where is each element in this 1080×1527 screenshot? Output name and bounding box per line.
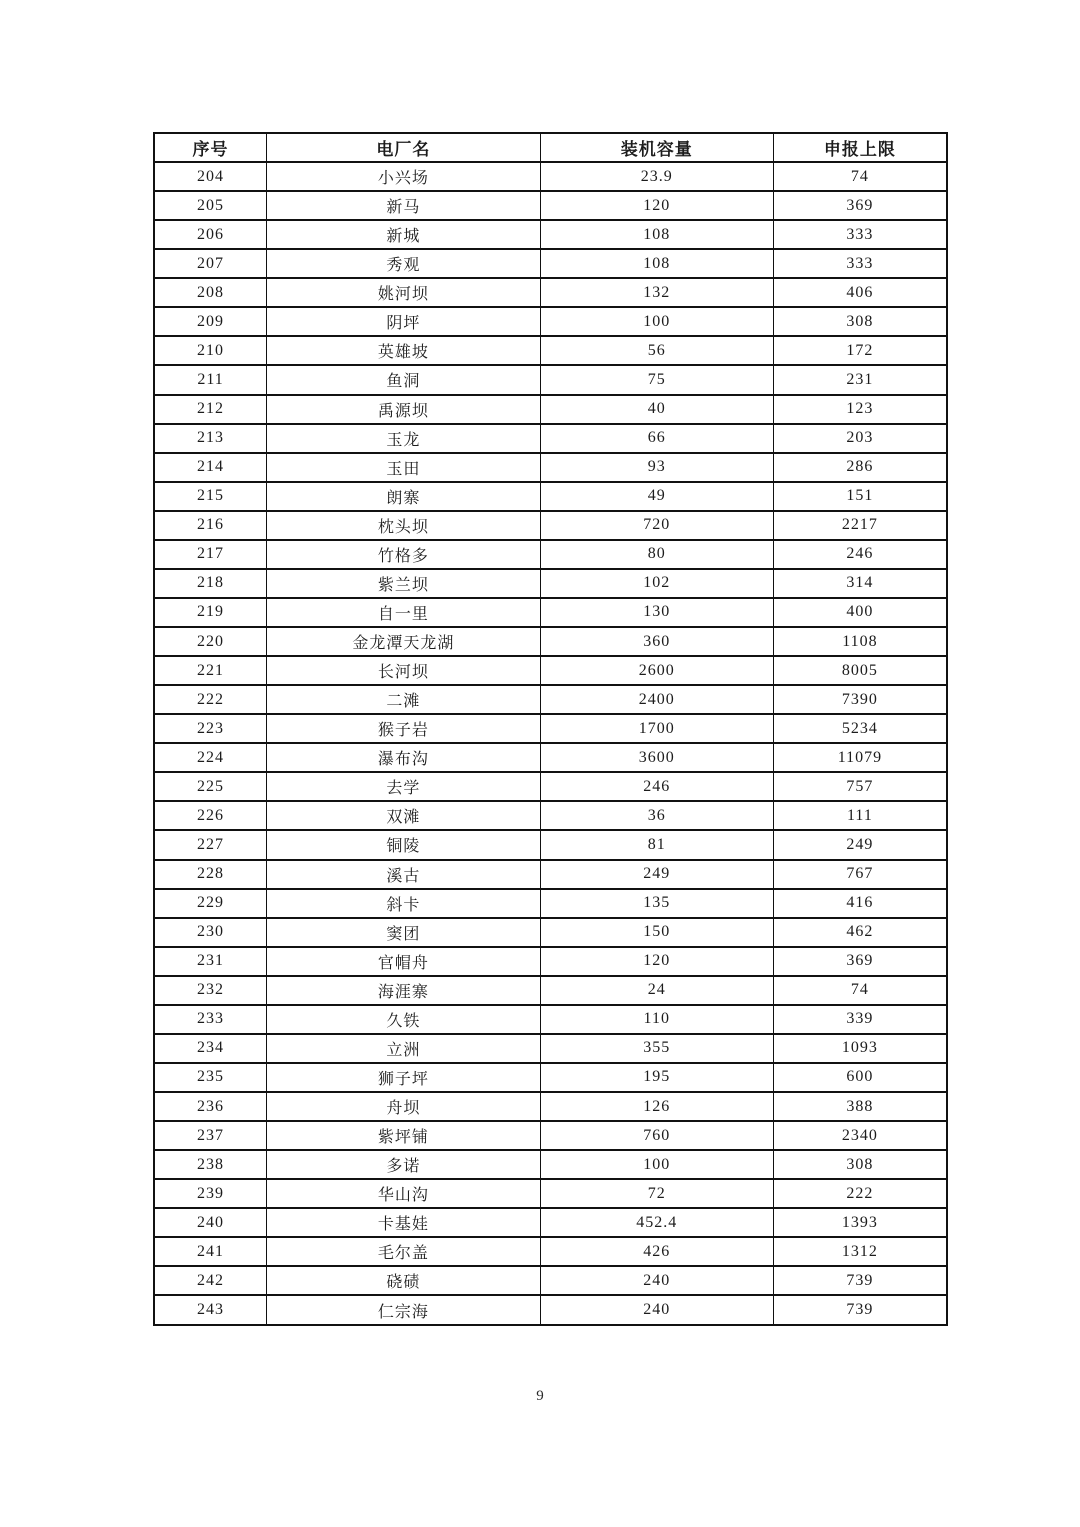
capacity-cell: 102 bbox=[540, 569, 773, 598]
plant-name-cell: 去学 bbox=[267, 772, 541, 801]
limit-cell: 7390 bbox=[773, 685, 947, 714]
capacity-cell: 100 bbox=[540, 1150, 773, 1179]
plant-name-cell: 猴子岩 bbox=[267, 714, 541, 743]
limit-cell: 400 bbox=[773, 598, 947, 627]
plant-name-cell: 久铁 bbox=[267, 1005, 541, 1034]
limit-cell: 308 bbox=[773, 307, 947, 336]
limit-cell: 739 bbox=[773, 1295, 947, 1325]
limit-cell: 1393 bbox=[773, 1208, 947, 1237]
plant-name-cell: 官帽舟 bbox=[267, 947, 541, 976]
capacity-cell: 81 bbox=[540, 830, 773, 859]
limit-cell: 462 bbox=[773, 918, 947, 947]
limit-cell: 249 bbox=[773, 830, 947, 859]
table-row bbox=[154, 1005, 947, 1034]
plant-name-cell: 仁宗海 bbox=[267, 1295, 541, 1325]
capacity-cell: 110 bbox=[540, 1005, 773, 1034]
capacity-cell: 452.4 bbox=[540, 1208, 773, 1237]
serial-cell: 218 bbox=[154, 569, 267, 598]
table-row bbox=[154, 1034, 947, 1063]
limit-cell: 757 bbox=[773, 772, 947, 801]
table-row bbox=[154, 162, 947, 191]
table-row bbox=[154, 540, 947, 569]
capacity-cell: 355 bbox=[540, 1034, 773, 1063]
table-row bbox=[154, 743, 947, 772]
table-row bbox=[154, 1121, 947, 1150]
plant-name-cell: 双滩 bbox=[267, 801, 541, 830]
serial-cell: 240 bbox=[154, 1208, 267, 1237]
serial-cell: 216 bbox=[154, 511, 267, 540]
table-row bbox=[154, 598, 947, 627]
serial-cell: 215 bbox=[154, 482, 267, 511]
plant-name-cell: 禹源坝 bbox=[267, 395, 541, 424]
table-row bbox=[154, 278, 947, 307]
plant-name-cell: 朗寨 bbox=[267, 482, 541, 511]
table-row bbox=[154, 1295, 947, 1325]
serial-cell: 223 bbox=[154, 714, 267, 743]
table-row bbox=[154, 947, 947, 976]
table-row bbox=[154, 569, 947, 598]
plant-name-cell: 新城 bbox=[267, 220, 541, 249]
capacity-cell: 132 bbox=[540, 278, 773, 307]
capacity-cell: 75 bbox=[540, 365, 773, 394]
serial-cell: 205 bbox=[154, 191, 267, 220]
plant-name-cell: 小兴场 bbox=[267, 162, 541, 191]
capacity-cell: 24 bbox=[540, 976, 773, 1005]
serial-cell: 222 bbox=[154, 685, 267, 714]
capacity-cell: 130 bbox=[540, 598, 773, 627]
serial-cell: 230 bbox=[154, 918, 267, 947]
plant-name-cell: 舟坝 bbox=[267, 1092, 541, 1121]
plant-name-cell: 玉田 bbox=[267, 453, 541, 482]
table-row bbox=[154, 1150, 947, 1179]
plant-name-cell: 瀑布沟 bbox=[267, 743, 541, 772]
table-row bbox=[154, 801, 947, 830]
serial-cell: 235 bbox=[154, 1063, 267, 1092]
serial-cell: 211 bbox=[154, 365, 267, 394]
limit-cell: 767 bbox=[773, 860, 947, 889]
table-body bbox=[154, 162, 947, 1325]
limit-cell: 406 bbox=[773, 278, 947, 307]
serial-cell: 227 bbox=[154, 830, 267, 859]
plant-name-cell: 多诺 bbox=[267, 1150, 541, 1179]
limit-cell: 333 bbox=[773, 220, 947, 249]
capacity-cell: 360 bbox=[540, 627, 773, 656]
capacity-cell: 240 bbox=[540, 1266, 773, 1295]
table-row bbox=[154, 191, 947, 220]
limit-cell: 600 bbox=[773, 1063, 947, 1092]
serial-cell: 206 bbox=[154, 220, 267, 249]
capacity-cell: 120 bbox=[540, 191, 773, 220]
capacity-cell: 760 bbox=[540, 1121, 773, 1150]
limit-cell: 111 bbox=[773, 801, 947, 830]
capacity-cell: 108 bbox=[540, 220, 773, 249]
capacity-cell: 66 bbox=[540, 424, 773, 453]
serial-cell: 233 bbox=[154, 1005, 267, 1034]
capacity-cell: 100 bbox=[540, 307, 773, 336]
capacity-cell: 249 bbox=[540, 860, 773, 889]
limit-cell: 1312 bbox=[773, 1237, 947, 1266]
table-row bbox=[154, 1063, 947, 1092]
serial-cell: 232 bbox=[154, 976, 267, 1005]
capacity-cell: 135 bbox=[540, 889, 773, 918]
plant-name-cell: 窦团 bbox=[267, 918, 541, 947]
capacity-cell: 80 bbox=[540, 540, 773, 569]
plant-name-cell: 长河坝 bbox=[267, 656, 541, 685]
capacity-cell: 2400 bbox=[540, 685, 773, 714]
capacity-cell: 108 bbox=[540, 249, 773, 278]
capacity-cell: 72 bbox=[540, 1179, 773, 1208]
table-row bbox=[154, 830, 947, 859]
serial-cell: 210 bbox=[154, 336, 267, 365]
serial-cell: 224 bbox=[154, 743, 267, 772]
serial-cell: 225 bbox=[154, 772, 267, 801]
table-row bbox=[154, 1179, 947, 1208]
limit-cell: 123 bbox=[773, 395, 947, 424]
plant-name-cell: 溪古 bbox=[267, 860, 541, 889]
limit-cell: 388 bbox=[773, 1092, 947, 1121]
plant-name-cell: 立洲 bbox=[267, 1034, 541, 1063]
capacity-cell: 1700 bbox=[540, 714, 773, 743]
capacity-cell: 240 bbox=[540, 1295, 773, 1325]
limit-cell: 2340 bbox=[773, 1121, 947, 1150]
plant-name-cell: 姚河坝 bbox=[267, 278, 541, 307]
plant-name-cell: 紫坪铺 bbox=[267, 1121, 541, 1150]
table-row bbox=[154, 511, 947, 540]
serial-cell: 221 bbox=[154, 656, 267, 685]
plant-name-cell: 秀观 bbox=[267, 249, 541, 278]
capacity-cell: 120 bbox=[540, 947, 773, 976]
serial-cell: 209 bbox=[154, 307, 267, 336]
table-row bbox=[154, 627, 947, 656]
plant-name-cell: 玉龙 bbox=[267, 424, 541, 453]
table-row bbox=[154, 307, 947, 336]
plant-name-cell: 金龙潭天龙湖 bbox=[267, 627, 541, 656]
limit-cell: 339 bbox=[773, 1005, 947, 1034]
limit-cell: 74 bbox=[773, 162, 947, 191]
header-declaration-limit: 申报上限 bbox=[773, 133, 947, 162]
serial-cell: 234 bbox=[154, 1034, 267, 1063]
plant-name-cell: 自一里 bbox=[267, 598, 541, 627]
serial-cell: 226 bbox=[154, 801, 267, 830]
header-plant-name: 电厂名 bbox=[267, 133, 541, 162]
limit-cell: 231 bbox=[773, 365, 947, 394]
table-row bbox=[154, 1092, 947, 1121]
table-row bbox=[154, 365, 947, 394]
serial-cell: 229 bbox=[154, 889, 267, 918]
serial-cell: 236 bbox=[154, 1092, 267, 1121]
plant-name-cell: 紫兰坝 bbox=[267, 569, 541, 598]
capacity-cell: 56 bbox=[540, 336, 773, 365]
plant-name-cell: 铜陵 bbox=[267, 830, 541, 859]
plant-name-cell: 枕头坝 bbox=[267, 511, 541, 540]
capacity-cell: 126 bbox=[540, 1092, 773, 1121]
capacity-cell: 23.9 bbox=[540, 162, 773, 191]
plant-name-cell: 狮子坪 bbox=[267, 1063, 541, 1092]
serial-cell: 237 bbox=[154, 1121, 267, 1150]
serial-cell: 242 bbox=[154, 1266, 267, 1295]
serial-cell: 238 bbox=[154, 1150, 267, 1179]
page-number: 9 bbox=[536, 1388, 544, 1404]
limit-cell: 333 bbox=[773, 249, 947, 278]
limit-cell: 416 bbox=[773, 889, 947, 918]
serial-cell: 217 bbox=[154, 540, 267, 569]
capacity-cell: 195 bbox=[540, 1063, 773, 1092]
capacity-cell: 36 bbox=[540, 801, 773, 830]
plant-name-cell: 卡基娃 bbox=[267, 1208, 541, 1237]
table-row bbox=[154, 482, 947, 511]
table-header-row bbox=[154, 133, 947, 162]
capacity-cell: 2600 bbox=[540, 656, 773, 685]
limit-cell: 8005 bbox=[773, 656, 947, 685]
limit-cell: 1108 bbox=[773, 627, 947, 656]
serial-cell: 220 bbox=[154, 627, 267, 656]
plant-name-cell: 华山沟 bbox=[267, 1179, 541, 1208]
serial-cell: 204 bbox=[154, 162, 267, 191]
serial-cell: 207 bbox=[154, 249, 267, 278]
table-row bbox=[154, 249, 947, 278]
plant-name-cell: 新马 bbox=[267, 191, 541, 220]
table-row bbox=[154, 889, 947, 918]
capacity-cell: 720 bbox=[540, 511, 773, 540]
table-row bbox=[154, 976, 947, 1005]
plant-name-cell: 鱼洞 bbox=[267, 365, 541, 394]
capacity-cell: 150 bbox=[540, 918, 773, 947]
capacity-cell: 40 bbox=[540, 395, 773, 424]
table-row bbox=[154, 656, 947, 685]
capacity-cell: 246 bbox=[540, 772, 773, 801]
serial-cell: 231 bbox=[154, 947, 267, 976]
capacity-cell: 3600 bbox=[540, 743, 773, 772]
serial-cell: 241 bbox=[154, 1237, 267, 1266]
table-row bbox=[154, 772, 947, 801]
plant-name-cell: 硗碛 bbox=[267, 1266, 541, 1295]
plant-name-cell: 英雄坡 bbox=[267, 336, 541, 365]
limit-cell: 11079 bbox=[773, 743, 947, 772]
plant-name-cell: 毛尔盖 bbox=[267, 1237, 541, 1266]
serial-cell: 214 bbox=[154, 453, 267, 482]
plant-name-cell: 斜卡 bbox=[267, 889, 541, 918]
table-row bbox=[154, 424, 947, 453]
limit-cell: 1093 bbox=[773, 1034, 947, 1063]
capacity-cell: 49 bbox=[540, 482, 773, 511]
limit-cell: 5234 bbox=[773, 714, 947, 743]
plant-name-cell: 竹格多 bbox=[267, 540, 541, 569]
table-row bbox=[154, 395, 947, 424]
table-row bbox=[154, 1237, 947, 1266]
capacity-cell: 426 bbox=[540, 1237, 773, 1266]
limit-cell: 308 bbox=[773, 1150, 947, 1179]
table-row bbox=[154, 1266, 947, 1295]
serial-cell: 208 bbox=[154, 278, 267, 307]
serial-cell: 228 bbox=[154, 860, 267, 889]
power-plant-table bbox=[153, 132, 948, 1326]
serial-cell: 219 bbox=[154, 598, 267, 627]
capacity-cell: 93 bbox=[540, 453, 773, 482]
limit-cell: 314 bbox=[773, 569, 947, 598]
plant-name-cell: 海涯寨 bbox=[267, 976, 541, 1005]
table-row bbox=[154, 685, 947, 714]
table-row bbox=[154, 860, 947, 889]
header-installed-capacity: 装机容量 bbox=[540, 133, 773, 162]
table-row bbox=[154, 714, 947, 743]
table-row bbox=[154, 453, 947, 482]
plant-name-cell: 二滩 bbox=[267, 685, 541, 714]
table-row bbox=[154, 336, 947, 365]
limit-cell: 2217 bbox=[773, 511, 947, 540]
limit-cell: 369 bbox=[773, 947, 947, 976]
limit-cell: 369 bbox=[773, 191, 947, 220]
table-row bbox=[154, 1208, 947, 1237]
plant-name-cell: 阴坪 bbox=[267, 307, 541, 336]
limit-cell: 172 bbox=[773, 336, 947, 365]
table-row bbox=[154, 220, 947, 249]
serial-cell: 243 bbox=[154, 1295, 267, 1325]
serial-cell: 213 bbox=[154, 424, 267, 453]
limit-cell: 203 bbox=[773, 424, 947, 453]
limit-cell: 246 bbox=[773, 540, 947, 569]
limit-cell: 74 bbox=[773, 976, 947, 1005]
header-serial-number: 序号 bbox=[154, 133, 267, 162]
limit-cell: 151 bbox=[773, 482, 947, 511]
serial-cell: 239 bbox=[154, 1179, 267, 1208]
limit-cell: 222 bbox=[773, 1179, 947, 1208]
table-row bbox=[154, 918, 947, 947]
limit-cell: 739 bbox=[773, 1266, 947, 1295]
serial-cell: 212 bbox=[154, 395, 267, 424]
limit-cell: 286 bbox=[773, 453, 947, 482]
